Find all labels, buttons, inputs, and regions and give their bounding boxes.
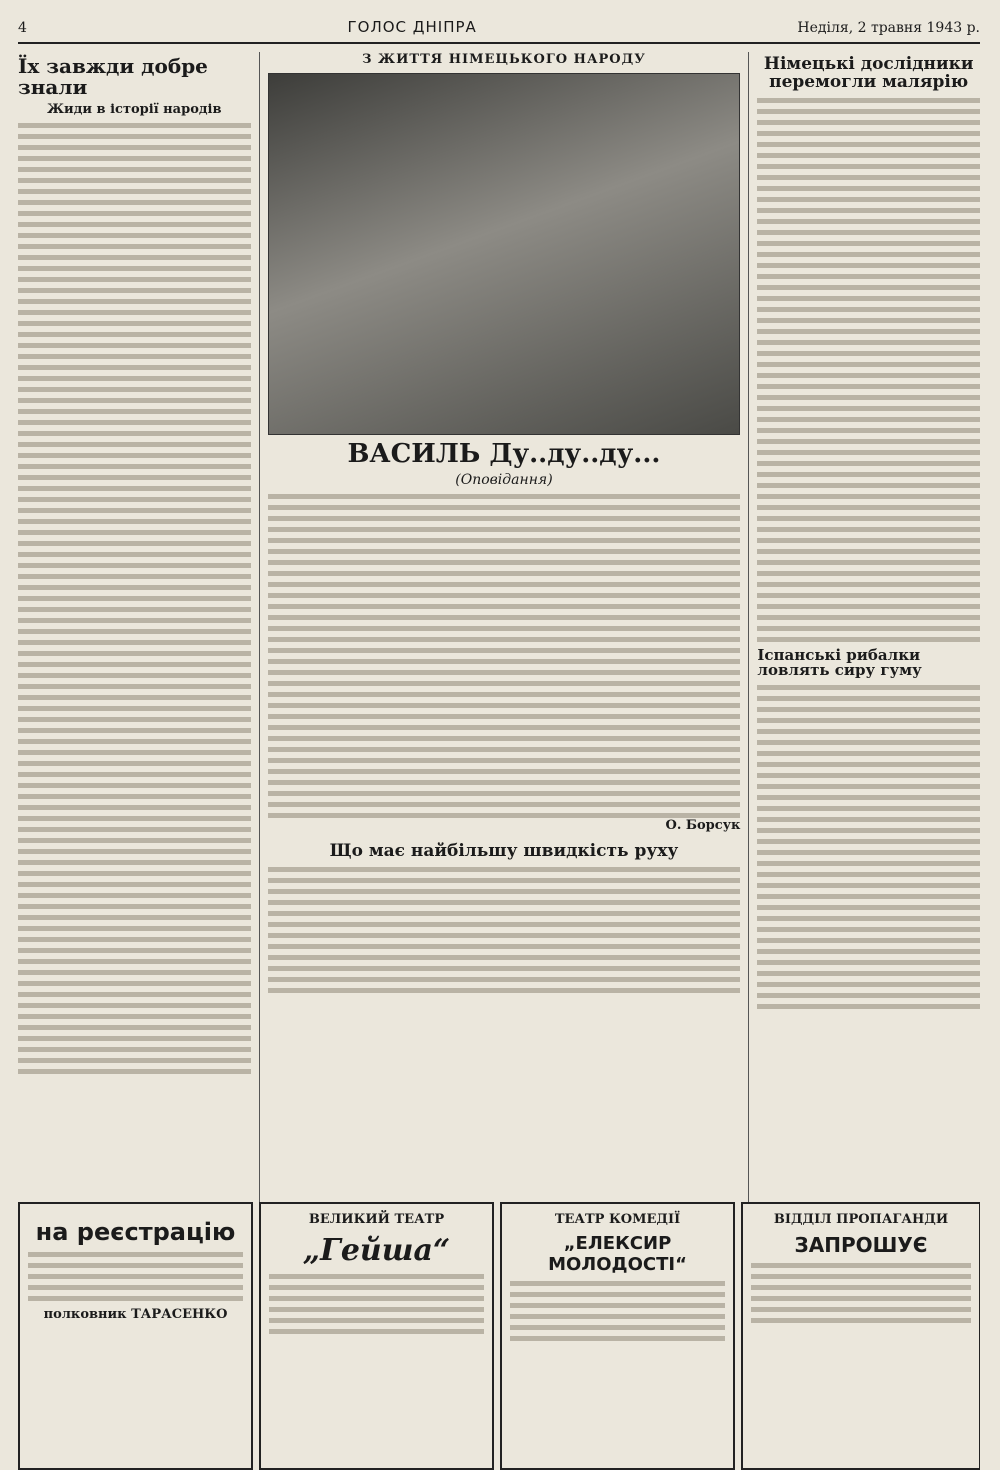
right-article-title: Німецькі дослідники перемогли малярію [763, 54, 974, 92]
center-heading: З ЖИТТЯ НІМЕЦЬКОГО НАРОДУ [362, 52, 646, 67]
story-author: О. Борсук [665, 818, 741, 834]
article-columns [18, 44, 980, 1202]
spain-article-title: Іспанські рибалки ловлять сиру гуму [757, 645, 922, 680]
registration-ad-footer: полковник ТАРАСЕНКО [43, 1307, 228, 1322]
story-subtitle: (Оповідання) [455, 472, 553, 489]
registration-ad-headline: на реєстрацію [35, 1218, 236, 1246]
left-article-body [18, 123, 251, 1074]
propaganda-ad-title: ВІДДІЛ ПРОПАГАНДИ [773, 1212, 949, 1227]
left-column [18, 52, 260, 1202]
ads-row [18, 1202, 980, 1470]
center-column [268, 52, 750, 1202]
opera-ad-title: ВЕЛИКИЙ ТЕАТР [308, 1212, 445, 1227]
comedy-theatre-ad [500, 1202, 735, 1470]
propaganda-ad-headline: ЗАПРОШУЄ [794, 1233, 928, 1257]
opera-ad [259, 1202, 494, 1470]
masthead [18, 10, 980, 44]
spain-article-body [757, 685, 980, 1009]
left-article-subtitle: Жиди в історії народів [47, 102, 222, 117]
registration-ad [18, 1202, 253, 1470]
opera-ad-headline: „Гейша“ [302, 1233, 451, 1268]
speed-article-title: Що має найбільшу швидкість руху [329, 841, 679, 862]
speed-article-body [268, 867, 741, 993]
right-column [757, 52, 980, 1202]
propaganda-ad [741, 1202, 980, 1470]
page-number: 4 [18, 20, 27, 36]
right-article-body [757, 98, 980, 642]
paper-name: ГОЛОС ДНІПРА [347, 18, 477, 36]
comedy-theatre-ad-title: ТЕАТР КОМЕДІЇ [554, 1212, 681, 1227]
left-article-title: Їх завжди добре знали [18, 54, 208, 99]
story-body [268, 488, 741, 818]
comedy-theatre-ad-headline: „ЕЛЕКСИР МОЛОДОСТІ“ [548, 1233, 687, 1275]
news-photo [268, 73, 741, 435]
issue-date: Неділя, 2 травня 1943 р. [797, 20, 980, 36]
story-title: ВАСИЛЬ Ду..ду..ду... [347, 439, 661, 469]
